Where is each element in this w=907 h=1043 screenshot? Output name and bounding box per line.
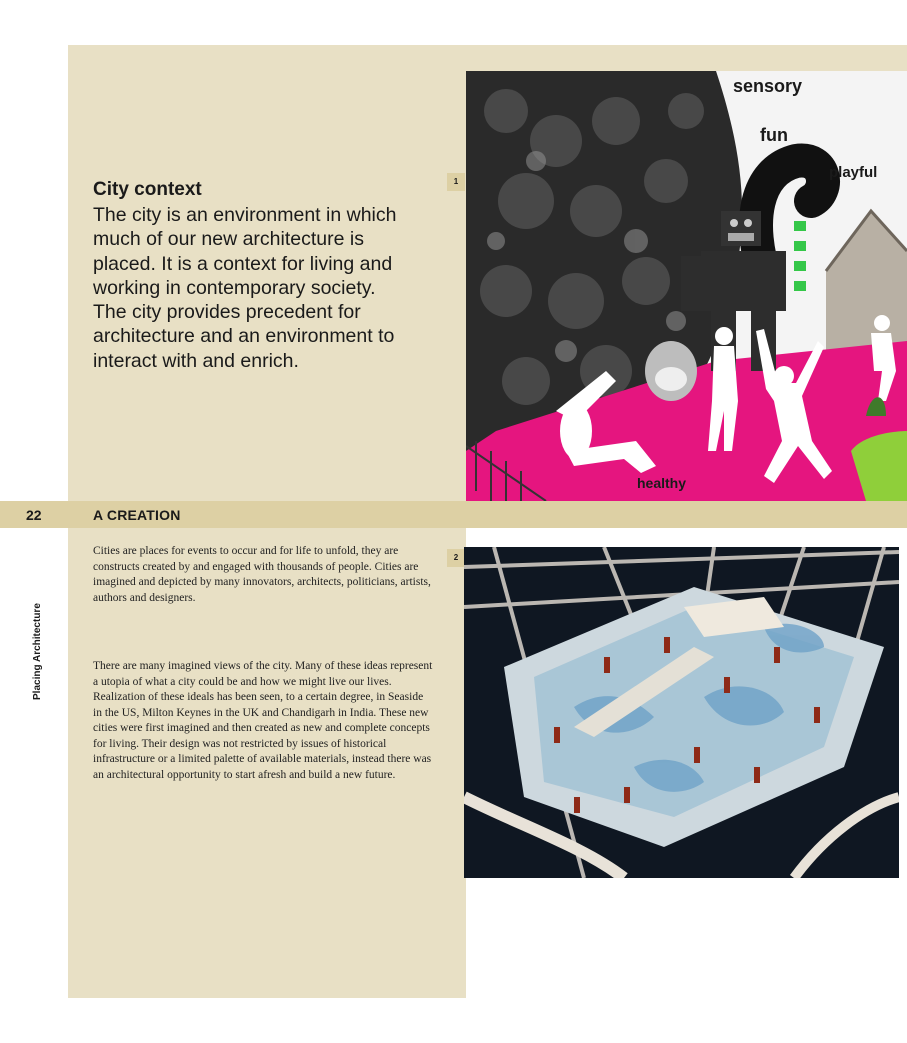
word-healthy: healthy [637,475,687,491]
figure-1-collage-image [466,71,907,501]
body-paragraph-2: There are many imagined views of the city. Many of these ideas represent a utopia of what a city could be and how we might live our lives. Realization of these ideals has been seen, to a certain degree, in Seaside in the US, Milton Keynes in the UK and Chandigarh in India. These new cities were first imagined and then created as new and complete concepts for living. Their design was not restricted by issues of historical infrastructure or a limited palette of available materials, instead there was an architectural opportunity to start afresh and build a new future. [93,660,433,781]
figure-1-number: 1 [447,173,465,191]
page-number: 22 [26,507,42,523]
intro-body: The city is an environment in which much of our new architecture is placed. It is a context for living and working in contemporary society. The city provides precedent for architecture and an environment to interact with and enrich. [93,204,397,372]
figure-2-city-plan-image [464,547,899,878]
figure-2-number: 2 [447,549,465,567]
running-head: Placing Architecture [32,603,43,700]
word-fun: fun [760,125,788,145]
collage-illustration [466,71,907,501]
word-playful: playful [829,164,878,181]
city-plan-illustration [464,547,899,878]
intro-heading: City context [93,179,202,200]
section-title: A CREATION [93,507,181,523]
word-sensory: sensory [733,76,803,96]
body-paragraph-1: Cities are places for events to occur and for life to unfold, they are constructs created by and engaged with thousands of people. Cities are imagined and depicted by many innovators, architects, politicians, artists, authors and designers. [93,545,431,604]
